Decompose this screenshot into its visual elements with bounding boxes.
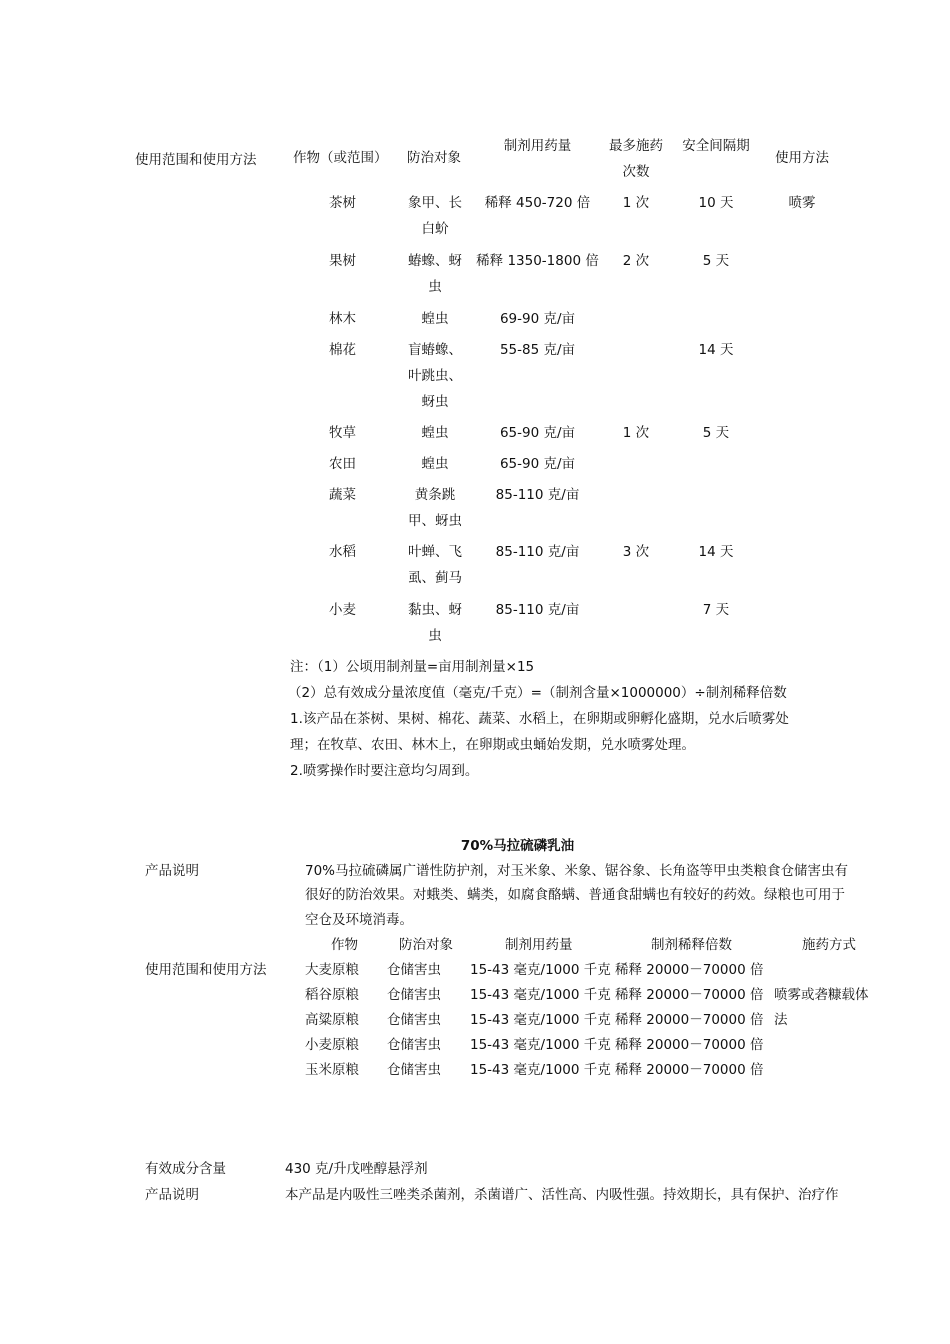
usage-label: 使用范围和使用方法 bbox=[135, 152, 257, 168]
target-cell: 仓储害虫 bbox=[387, 1012, 441, 1028]
crop-cell: 农田 bbox=[329, 456, 356, 472]
header-crop: 作物 bbox=[331, 937, 358, 953]
target-cell: 蝗虫 bbox=[421, 456, 449, 472]
header-method: 使用方法 bbox=[775, 150, 829, 166]
dilution-cell: 稀释 20000－70000 倍 bbox=[615, 1062, 764, 1078]
target-cell-line2: 虱、蓟马 bbox=[408, 570, 462, 586]
target-cell: 黄条跳 bbox=[414, 487, 456, 503]
dosage-cell: 55-85 克/亩 bbox=[499, 342, 576, 358]
target-cell: 蝗虫 bbox=[421, 311, 449, 327]
dosage-cell: 15-43 毫克/1000 千克 bbox=[470, 987, 611, 1003]
target-cell-line3: 蚜虫 bbox=[421, 394, 449, 410]
target-cell: 蝽蟓、蚜 bbox=[408, 253, 462, 269]
target-cell: 蝗虫 bbox=[421, 425, 449, 441]
product-title: 70%马拉硫磷乳油 bbox=[460, 838, 575, 854]
desc-label: 产品说明 bbox=[145, 1187, 199, 1203]
target-cell-line2: 虫 bbox=[428, 279, 442, 295]
header-dilution: 制剂稀释倍数 bbox=[651, 937, 732, 953]
target-cell-line2: 叶跳虫、 bbox=[408, 368, 462, 384]
crop-cell: 小麦原粮 bbox=[305, 1037, 359, 1053]
dilution-cell: 稀释 20000－70000 倍 bbox=[615, 962, 764, 978]
target-cell: 盲蝽蟓、 bbox=[408, 342, 462, 358]
crop-cell: 果树 bbox=[329, 253, 356, 269]
target-cell-line2: 白蚧 bbox=[421, 221, 449, 237]
desc-line: 空仓及环境消毒。 bbox=[305, 912, 413, 928]
target-cell: 仓储害虫 bbox=[387, 1062, 441, 1078]
method-cell: 喷雾或砻糠载体 bbox=[774, 987, 869, 1003]
usage-label: 使用范围和使用方法 bbox=[145, 962, 267, 978]
target-cell: 象甲、长 bbox=[408, 195, 462, 211]
dosage-cell: 85-110 克/亩 bbox=[495, 487, 580, 503]
target-cell: 黏虫、蚜 bbox=[408, 602, 462, 618]
dilution-cell: 稀释 20000－70000 倍 bbox=[615, 987, 764, 1003]
times-cell: 1 次 bbox=[622, 195, 650, 211]
target-cell: 仓储害虫 bbox=[387, 987, 441, 1003]
crop-cell: 大麦原粮 bbox=[305, 962, 359, 978]
interval-cell: 7 天 bbox=[702, 602, 730, 618]
method-cell-line2: 法 bbox=[774, 1012, 788, 1028]
note-line: 理；在牧草、农田、林木上，在卵期或虫蛹始发期，兑水喷雾处理。 bbox=[290, 737, 695, 753]
header-target: 防治对象 bbox=[399, 937, 453, 953]
crop-cell: 蔬菜 bbox=[329, 487, 356, 503]
target-cell: 仓储害虫 bbox=[387, 1037, 441, 1053]
crop-cell: 棉花 bbox=[329, 342, 356, 358]
content-label: 有效成分含量 bbox=[145, 1161, 226, 1177]
interval-cell: 10 天 bbox=[698, 195, 734, 211]
desc-line: 70%马拉硫磷属广谱性防护剂，对玉米象、米象、锯谷象、长角盗等甲虫类粮食仓储害虫有 bbox=[305, 863, 849, 879]
note-line: 注：（1）公顷用制剂量=亩用制剂量×15 bbox=[290, 659, 535, 675]
crop-cell: 玉米原粮 bbox=[305, 1062, 359, 1078]
interval-cell: 5 天 bbox=[702, 253, 730, 269]
dosage-cell: 稀释 1350-1800 倍 bbox=[476, 253, 599, 269]
target-cell: 仓储害虫 bbox=[387, 962, 441, 978]
desc-text: 本产品是内吸性三唑类杀菌剂，杀菌谱广、活性高、内吸性强。持效期长，具有保护、治疗作 bbox=[285, 1187, 839, 1203]
method-cell: 喷雾 bbox=[788, 195, 816, 211]
header-target: 防治对象 bbox=[407, 150, 461, 166]
dosage-cell: 稀释 450-720 倍 bbox=[484, 195, 591, 211]
note-line: 2.喷雾操作时要注意均匀周到。 bbox=[290, 763, 479, 779]
header-dosage: 制剂用药量 bbox=[503, 138, 572, 154]
interval-cell: 14 天 bbox=[698, 342, 734, 358]
dosage-cell: 85-110 克/亩 bbox=[495, 544, 580, 560]
interval-cell: 5 天 bbox=[702, 425, 730, 441]
crop-cell: 稻谷原粮 bbox=[305, 987, 359, 1003]
header-dosage: 制剂用药量 bbox=[505, 937, 573, 953]
crop-cell: 高粱原粮 bbox=[305, 1012, 359, 1028]
times-cell: 1 次 bbox=[622, 425, 650, 441]
dosage-cell: 65-90 克/亩 bbox=[499, 456, 576, 472]
crop-cell: 牧草 bbox=[329, 425, 356, 441]
content-value: 430 克/升戊唑醇悬浮剂 bbox=[285, 1161, 428, 1177]
note-line: 1.该产品在茶树、果树、棉花、蔬菜、水稻上，在卵期或卵孵化盛期，兑水后喷雾处 bbox=[290, 711, 789, 727]
crop-cell: 水稻 bbox=[329, 544, 356, 560]
dosage-cell: 65-90 克/亩 bbox=[499, 425, 576, 441]
dosage-cell: 15-43 毫克/1000 千克 bbox=[470, 1037, 611, 1053]
dosage-cell: 15-43 毫克/1000 千克 bbox=[470, 1062, 611, 1078]
header-crop: 作物（或范围） bbox=[293, 150, 388, 166]
dilution-cell: 稀释 20000－70000 倍 bbox=[615, 1037, 764, 1053]
crop-cell: 林木 bbox=[329, 311, 356, 327]
dosage-cell: 85-110 克/亩 bbox=[495, 602, 580, 618]
header-interval: 安全间隔期 bbox=[682, 138, 750, 154]
dosage-cell: 15-43 毫克/1000 千克 bbox=[470, 962, 611, 978]
dilution-cell: 稀释 20000－70000 倍 bbox=[615, 1012, 764, 1028]
header-max-times-line1: 最多施药 bbox=[609, 138, 663, 154]
header-method: 施药方式 bbox=[802, 937, 856, 953]
note-line: （2）总有效成分量浓度值（毫克/千克）=（制剂含量×1000000）÷制剂稀释倍数 bbox=[288, 685, 787, 701]
crop-cell: 小麦 bbox=[329, 602, 356, 618]
dosage-cell: 15-43 毫克/1000 千克 bbox=[470, 1012, 611, 1028]
dosage-cell: 69-90 克/亩 bbox=[499, 311, 576, 327]
crop-cell: 茶树 bbox=[329, 195, 356, 211]
times-cell: 2 次 bbox=[622, 253, 650, 269]
times-cell: 3 次 bbox=[622, 544, 650, 560]
desc-line: 很好的防治效果。对蛾类、螨类，如腐食酪螨、普通食甜螨也有较好的药效。绿粮也可用于 bbox=[305, 887, 845, 903]
target-cell-line2: 甲、蚜虫 bbox=[408, 513, 462, 529]
desc-label: 产品说明 bbox=[145, 863, 199, 879]
target-cell-line2: 虫 bbox=[428, 628, 442, 644]
target-cell: 叶蝉、飞 bbox=[408, 544, 462, 560]
interval-cell: 14 天 bbox=[698, 544, 734, 560]
header-max-times-line2: 次数 bbox=[622, 164, 650, 180]
